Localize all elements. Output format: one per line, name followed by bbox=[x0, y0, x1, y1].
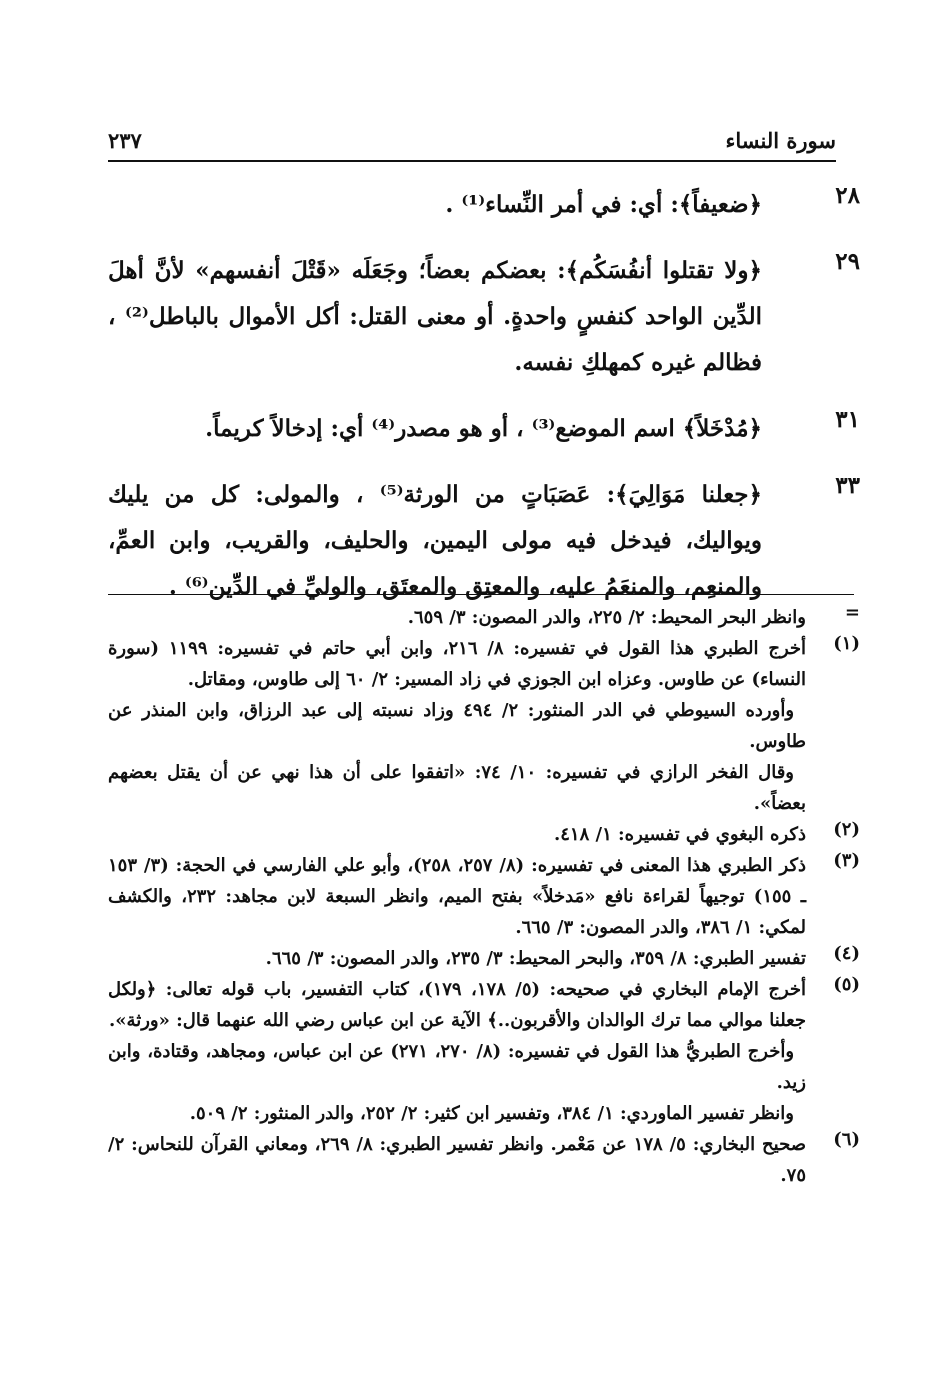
page-header bbox=[108, 128, 836, 162]
footnote-number: (٤) bbox=[833, 943, 860, 964]
footnote-text: صحيح البخاري: ٥/ ١٧٨ عن مَعْمر. وانظر تفسير الطبري: ٨/ ٢٦٩، ومعاني القرآن للنحاس: ٢/ ٧٥. bbox=[108, 1134, 806, 1186]
footnote-number: (٦) bbox=[833, 1129, 860, 1150]
footnote-text: أخرج الطبري هذا القول في تفسيره: ٨/ ٢١٦، وابن أبي حاتم في تفسيره: ١١٩٩ (سورة النساء) عن طاوس. وعزاه ابن الجوزي في زاد المسير: ٢/ ٦٠ إلى طاوس، ومقاتل. bbox=[108, 638, 807, 690]
footnote bbox=[108, 943, 860, 974]
header-divider bbox=[108, 160, 836, 162]
footnote-text: وقال الفخر الرازي في تفسيره: ١٠/ ٧٤: «اتفقوا على أن هذا نهي عن أن يقتل بعضهم بعضاً». bbox=[108, 762, 806, 814]
surah-title: سورة النساء bbox=[725, 128, 836, 153]
footnote-text: وأخرج الطبريُّ هذا القول في تفسيره: (٨/ ٢٧٠، ٢٧١) عن ابن عباس، ومجاهد، وقتادة، وابن زيد. bbox=[108, 1041, 806, 1093]
footnote-text: وانظر تفسير الماوردي: ١/ ٣٨٤، وتفسير ابن كثير: ٢/ ٢٥٢، والدر المنثور: ٢/ ٥٠٩. bbox=[189, 1103, 794, 1124]
verse-commentary: ﴿مُدْخَلاً﴾ اسم الموضع⁽³⁾ ، أو هو مصدر⁽⁴⁾ أي: إدخالاً كريماً. bbox=[205, 415, 762, 442]
footnote bbox=[108, 974, 860, 1129]
footnote-number: (١) bbox=[833, 633, 860, 654]
footnote-text: تفسير الطبري: ٨/ ٣٥٩، والبحر المحيط: ٣/ ٢٣٥، والدر المصون: ٣/ ٦٦٥. bbox=[265, 948, 806, 969]
footnote-divider bbox=[108, 594, 854, 595]
verse-entry bbox=[108, 472, 860, 610]
verse-commentary: ﴿ضعيفاً﴾: أي: في أمر النِّساء⁽¹⁾ . bbox=[445, 191, 762, 218]
footnote-number: (٥) bbox=[833, 974, 860, 995]
verse-number: ٢٨ bbox=[835, 182, 860, 209]
verse-number: ٢٩ bbox=[835, 248, 860, 275]
verse-number: ٣٣ bbox=[835, 472, 860, 499]
verse-entry bbox=[108, 182, 860, 228]
footnote-text: ذكره البغوي في تفسيره: ١/ ٤١٨. bbox=[553, 824, 806, 845]
footnote bbox=[108, 819, 860, 850]
footnote bbox=[108, 850, 860, 943]
main-text bbox=[108, 182, 860, 630]
verse-commentary: ﴿جعلنا مَوَالِيَ﴾: عَصَبَاتٍ من الورثة⁽⁵⁾ ، والمولى: كل من يليك ويواليك، فيدخل فيه مولى اليمين، والحليف، والقريب، وابن العمِّ، والمنعِم، والمنعَمُ عليه، والمعتِق والمعتَق، والوليِّ في الدِّين⁽⁶⁾ . bbox=[108, 481, 762, 600]
footnote bbox=[108, 602, 860, 633]
footnote-text: وأورده السيوطي في الدر المنثور: ٢/ ٤٩٤ وزاد نسبته إلى عبد الرزاق، وابن المنذر عن طاوس. bbox=[108, 700, 806, 752]
verse-number: ٣١ bbox=[835, 406, 860, 433]
footnote-text: وانظر البحر المحيط: ٢/ ٢٢٥، والدر المصون: ٣/ ٦٥٩. bbox=[407, 607, 806, 628]
footnotes bbox=[108, 602, 860, 1191]
footnote-number: = bbox=[844, 602, 860, 623]
verse-commentary: ﴿ولا تقتلوا أنفُسَكُم﴾: بعضكم بعضاً؛ وجَعَلَه «قَتْلَ أنفسهم» لأنَّ أهلَ الدِّين الواحد كنفسٍ واحدةٍ. أو معنى القتل: أكل الأموال بالباطل⁽²⁾ ، فظالم غيره كمهلكِ نفسه. bbox=[108, 257, 763, 376]
footnote-number: (٢) bbox=[833, 819, 860, 840]
footnote-number: (٣) bbox=[833, 850, 860, 871]
verse-entry bbox=[108, 406, 860, 452]
footnote-text: ذكر الطبري هذا المعنى في تفسيره: (٨/ ٢٥٧، ٢٥٨)، وأبو علي الفارسي في الحجة: (٣/ ١٥٣ ـ ١٥٥) توجيهاً لقراءة نافع «مَدخلاً» بفتح الميم، وانظر السبعة لابن مجاهد: ٢٣٢، والكشف لمكي: ١/ ٣٨٦، والدر المصون: ٣/ ٦٦٥. bbox=[108, 855, 807, 938]
footnote-text: أخرج الإمام البخاري في صحيحه: (٥/ ١٧٨، ١٧٩)، كتاب التفسير، باب قوله تعالى: ﴿ولكل جعلنا موالي مما ترك الوالدان والأقربون..﴾ الآية عن ابن عباس رضي الله عنهما قال: «ورثة». bbox=[108, 979, 807, 1031]
verse-entry bbox=[108, 248, 860, 386]
page-number: ٢٣٧ bbox=[108, 128, 142, 153]
footnote bbox=[108, 1129, 860, 1191]
footnote bbox=[108, 633, 860, 819]
